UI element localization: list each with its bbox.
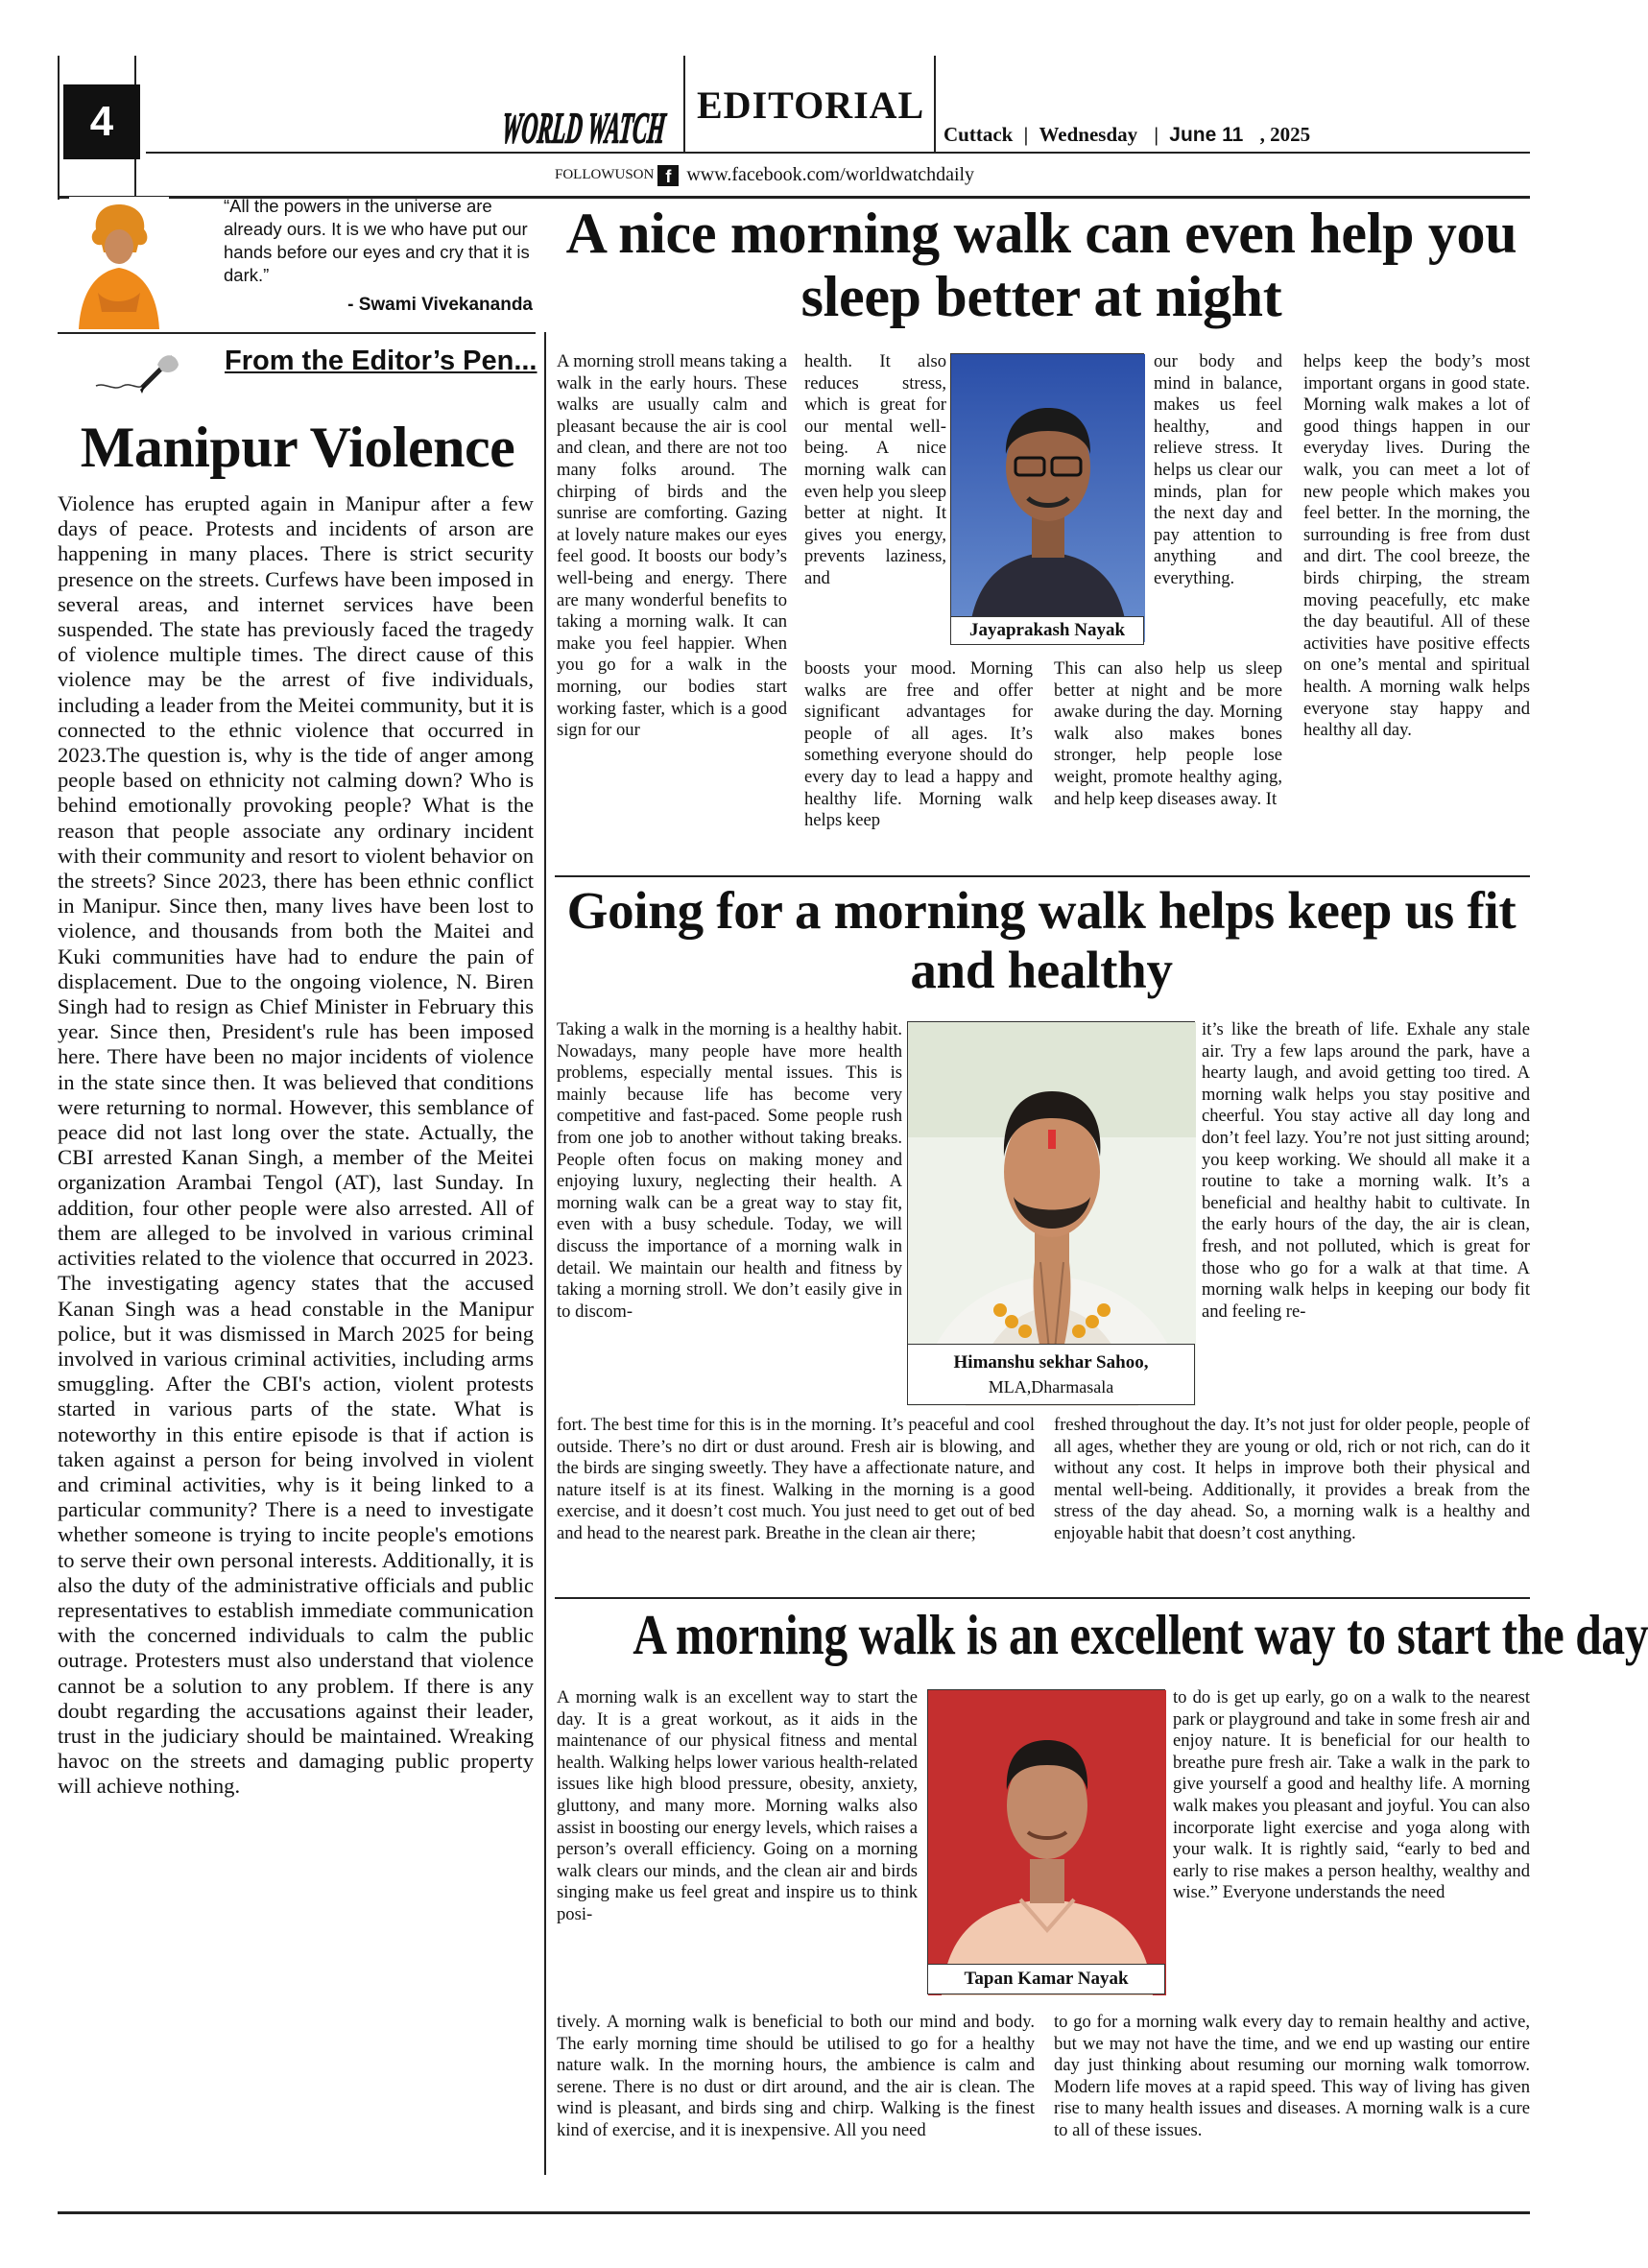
svg-text:WORLD WATCH: WORLD WATCH <box>499 104 772 154</box>
dateline-sep-1: | <box>1023 123 1029 146</box>
article2-photo-caption <box>907 1344 1195 1405</box>
dateline-city: Cuttack <box>943 123 1014 146</box>
dateline-day: Wednesday <box>1039 123 1138 146</box>
quote-text: “All the powers in the universe are already ours. It is we who have put our hands before our eyes and cry that it is dark.” <box>224 196 530 285</box>
article1-col3-bottom: This can also help us sleep better at night and be more awake during the day. Morning walk also makes bones stronger, help people lose weight, promote healthy aging, and help keep diseases away. It <box>1054 658 1282 809</box>
article1-rule <box>555 875 1530 877</box>
world-watch-logo <box>499 83 772 154</box>
header-divider-3 <box>934 56 936 152</box>
article1-col3-top: our body and mind in balance, makes us feel healthy, and relieve stress. It helps us clear our minds, plan for the next day and pay attention to anything and everything. <box>1154 351 1282 588</box>
article1-photo <box>950 353 1144 641</box>
article1-col4: helps keep the body’s most important organs in good state. Morning walk makes a lot of good things happen in our everyday lives. During the walk, you can meet a lot of new people which makes you feel better. In the morning, the surrounding is free from dust and dirt. The cool breeze, the birds chirping, the stream moving peacefully, etc make the day beautiful. All of these activities have positive effects on one’s mental and spiritual health. A morning walk helps everyone stay happy and healthy all day. <box>1303 351 1530 741</box>
quote-rule <box>58 332 536 334</box>
article2-col2-top: it’s like the breath of life. Exhale any stale air. Try a few laps around the park, have a hearty laugh, and avoid getting too tired. A morning walk helps you stay positive and cheerful. You stay active all day long and don’t feel lazy. You’re not just sitting around; you keep working. We should all make it a routine to take a morning walk. It’s a beneficial and healthy habit to cultivate. In the early hours of the day, the air is clean, fresh, and not polluted, which is great for those who go for a walk at that time. A morning walk helps in keeping our body fit and feeling re- <box>1202 1019 1530 1322</box>
header-divider-2 <box>683 56 685 152</box>
pen-icon <box>84 344 180 401</box>
article2-caption-name: Himanshu sekhar Sahoo, <box>953 1352 1149 1373</box>
article2-caption-title: MLA,Dharmasala <box>988 1377 1114 1397</box>
article3-photo <box>927 1689 1165 1994</box>
section-title: EDITORIAL <box>697 84 925 127</box>
left-border <box>58 56 60 200</box>
dateline-year: , 2025 <box>1259 123 1311 146</box>
facebook-url[interactable]: www.facebook.com/worldwatchdaily <box>686 164 975 185</box>
follow-label: FOLLOWUSON <box>555 167 655 182</box>
editorial-body: Violence has erupted again in Manipur after a few days of peace. Protests and incidents of arson are happening in many places. There is strict security presence on the streets. Curfews have been imposed in several areas, and internet services have been suspended. The state has previously faced the tragedy of violence multiple times. The direct cause of this violence may be the arrest of five individuals, including a leader from the Meitei community, but it is connected to the ethnic violence that occurred in 2023.The question is, why is the tide of anger among people based on ethnicity not calming down? Who is behind emotionally provoking people? What is the reason that people associate any ordinary incident with their community and resort to violent behavior on the streets? Since 2023, there has been ethnic conflict in Manipur. Since then, many lives have been lost to violence, and thousands from both the Maitei and Kuki communities have had to endure the pain of displacement. Due to the ongoing violence, N. Biren Singh had to resign as Chief Minister in February this year. Since then, President's rule has been imposed here. There have been no major incidents of violence in the state since then. It was believed that conditions were returning to normal. However, this semblance of peace did not last long over the state. Actually, the CBI arrested Kanan Singh, a member of the Meitei organization Arambai Tengol (AT), last Sunday. In addition, four other people were also arrested. All of them are alleged to be involved in various criminal activities related to the violence that occurred in 2023. The investigating agency states that the accused Kanan Singh was a head constable in the Manipur police, but it was dismissed in March 2025 for being involved in various criminal activities, including arms smuggling. After the CBI's action, violent protests started in various parts of the state. What is noteworthy in this entire episode is that if action is taken against a person for being involved in violent and criminal activities, why is it being linked to a particular community? There is a need to investigate whether someone is trying to incite people's emotions to serve their own personal interests. Additionally, it is also the duty of the administrative officials and public representatives to establish immediate communication with the concerned individuals to calm the public outrage. Protesters must also understand that violence cannot be a solution to any problem. If there is any doubt regarding the accusations against their leader, trust in the judiciary should be maintained. Wreaking havoc on the streets and damaging public property will achieve nothing. <box>58 491 534 1799</box>
article2-col1-top: Taking a walk in the morning is a healthy habit. Nowadays, many people have more health problems, especially mental issues. This is mainly because life has become very competitive and fast-paced. Some people rush from one job to another without taking breaks. People often focus on making money and enjoying luxury, neglecting their health. A morning walk can be a great way to stay fit, even with a busy schedule. Today, we will discuss the importance of a morning walk in detail. We maintain our health and fitness by taking a morning stroll. We don’t easily give in to discom- <box>557 1019 902 1322</box>
dateline <box>943 123 1310 147</box>
article1-photo-caption: Jayaprakash Nayak <box>950 616 1144 645</box>
header-rule-top <box>146 152 1530 154</box>
article3-col1-top: A morning walk is an excellent way to start the day. It is a great workout, as it aids in the maintenance of our physical fitness and mental health. Walking helps lower various health-related issues like high blood pressure, obesity, anxiety, gluttony, and many more. Morning walks also assist in boosting our energy levels, which raises a person’s overall efficiency. Going on a morning walk clears our minds, and the clean air and birds singing make us feel great and inspire us to think posi- <box>557 1687 918 1924</box>
editorial-title: Manipur Violence <box>80 416 515 479</box>
article3-col1-bottom: tively. A morning walk is beneficial to both our mind and body. The early morning time should be utilised to go for a healthy nature walk. In the morning hours, the ambience is calm and serene. There is no dust or dirt around, and the air is clean. The wind is pleasant, and birds sing and chirp. Walking is the finest kind of exercise, and it is inexpensive. All you need <box>557 2012 1035 2140</box>
quote-author: - Swami Vivekananda <box>347 295 533 315</box>
article1-col1: A morning stroll means taking a walk in the early hours. These walks are usually calm and pleasant because the air is cool and clean, and there are not too many folks around. The chirping of birds and the sunrise are comforting. Gazing at lovely nature makes our eyes feel good. It boosts our body’s well-being and energy. There are many wonderful benefits to taking a morning walk. It can make you feel happier. When you go for a walk in the morning, our bodies start working faster, which is a good sign for our <box>557 351 787 741</box>
article1-col2-bottom: boosts your mood. Morning walks are free and offer significant advantages for people of all ages. It’s something everyone should do every day to lead a happy and healthy life. Morning walk helps keep <box>804 658 1033 831</box>
article2-rule <box>555 1597 1530 1599</box>
article3-col2-top: to do is get up early, go on a walk to the nearest park or playground and take in some fresh air and enjoy nature. It is beneficial for our health to breathe pure fresh air. Take a walk in the park to give yourself a good and healthy life. A morning walk makes you pleasant and joyful. You can also incorporate light exercise and yoga along with your walk. It is rightly said, “early to bed and early to rise makes a person healthy, wealthy and wise.” Everyone understands the need <box>1173 1687 1530 1903</box>
vivekananda-portrait <box>69 197 169 329</box>
article1-col2-top: health. It also reduces stress, which is great for our mental well-being. A nice morning walk can even help you sleep better at night. It gives you energy, prevents laziness, and <box>804 351 946 588</box>
dateline-sep-2: | <box>1154 123 1159 146</box>
column-rule-left <box>544 332 546 2175</box>
article3-headline: A morning walk is an excellent way to start the day <box>633 1603 1648 1666</box>
page-number: 4 <box>63 84 140 159</box>
article2-headline: Going for a morning walk helps keep us fit and healthy <box>566 881 1517 999</box>
follow-us[interactable] <box>555 164 974 186</box>
footer-rule <box>58 2211 1530 2214</box>
facebook-icon[interactable]: f <box>657 165 679 186</box>
editor-pen-label: From the Editor’s Pen... <box>225 346 537 376</box>
article3-col2-bottom: to go for a morning walk every day to remain healthy and active, but we may not have the time, and we end up wasting our entire day just thinking about resuming our morning walk tomorrow. Modern life moves at a rapid speed. This way of living has given rise to many health issues and diseases. A morning walk is a cure to all of these issues. <box>1054 2012 1530 2140</box>
article2-col2-bottom: freshed throughout the day. It’s not just for older people, people of all ages, whether they are young or old, rich or not rich, can do it without any cost. It helps in improve both their physical and mental well-being. Additionally, it provides a break from the stress of the day ahead. So, a morning walk is a healthy and enjoyable habit that doesn’t cost anything. <box>1054 1415 1530 1543</box>
dateline-date: June 11 <box>1169 124 1244 146</box>
article2-col1-bottom: fort. The best time for this is in the morning. It’s peaceful and cool outside. There’s no dirt or dust around. Fresh air is blowing, and the birds are singing sweetly. They have a affectionate nature, and nature itself is at its finest. Walking in the morning is a good exercise, and it doesn’t cost much. You just need to get out of bed and head to the nearest park. Breathe in the clean air there; <box>557 1415 1035 1543</box>
article1-headline: A nice morning walk can even help you sleep better at night <box>565 202 1517 328</box>
article3-photo-caption: Tapan Kamar Nayak <box>927 1964 1165 1994</box>
